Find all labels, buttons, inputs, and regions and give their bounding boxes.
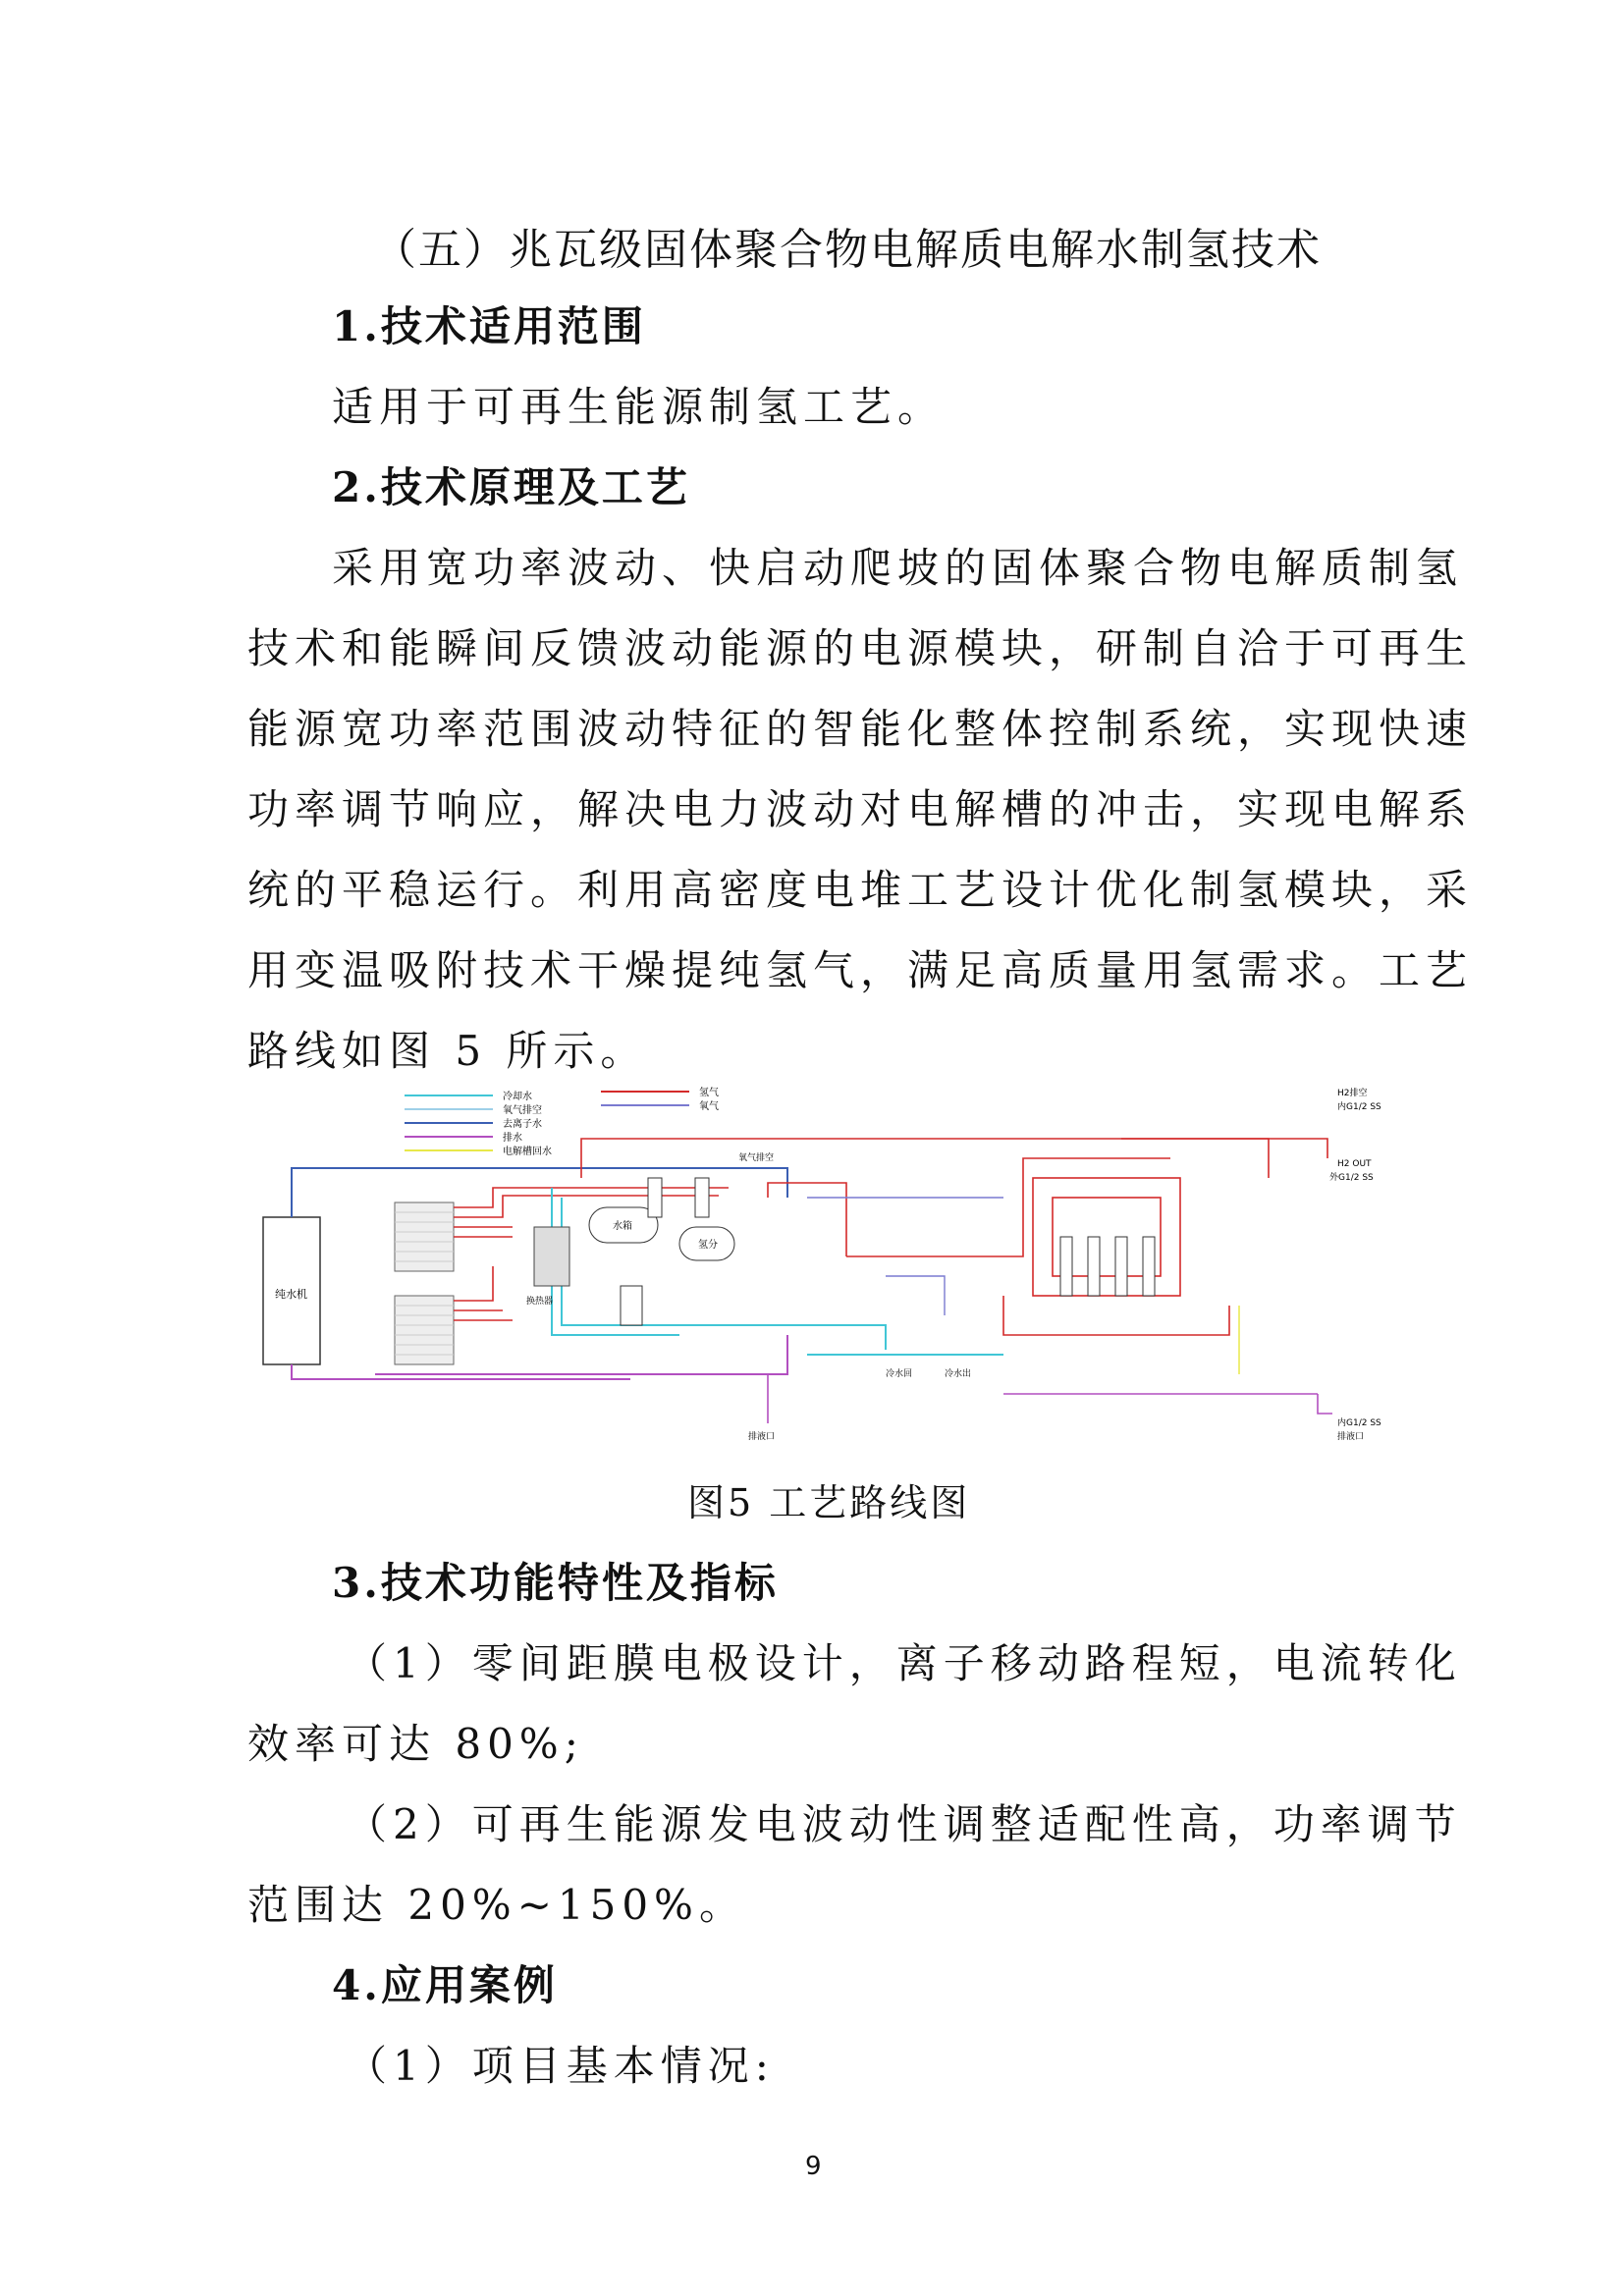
water-tank-label: 水箱	[613, 1221, 632, 1232]
cold-water-return-label: 冷水回	[886, 1369, 913, 1379]
h2-vent-label: H2排空	[1337, 1089, 1368, 1098]
paragraph-line: 采用宽功率波动、快启动爬坡的固体聚合物电解质制氢	[332, 544, 1464, 592]
section-title: （五）兆瓦级固体聚合物电解质电解水制氢技术	[373, 225, 1322, 275]
legend-label: 氧气排空	[503, 1105, 542, 1116]
paragraph-line: 统的平稳运行。利用高密度电堆工艺设计优化制氢模块，采	[247, 866, 1474, 914]
paragraph-line: （1）零间距膜电极设计，离子移动路程短，电流转化	[346, 1639, 1462, 1687]
h2-out-spec: 外G1/2 SS	[1329, 1173, 1374, 1183]
heat-exchanger	[534, 1227, 569, 1286]
figure-caption: 图5 工艺路线图	[687, 1481, 971, 1524]
heading-cases: 4.应用案例	[332, 1961, 558, 2009]
electrolyser-stack-upper	[395, 1202, 454, 1271]
paragraph-line: 效率可达 80%;	[247, 1720, 584, 1768]
heading-principle: 2.技术原理及工艺	[332, 463, 690, 511]
paragraph-project-info: （1）项目基本情况:	[346, 2042, 775, 2090]
heading-features: 3.技术功能特性及指标	[332, 1559, 779, 1607]
figure-legend	[405, 1086, 719, 1157]
paragraph-line: 用变温吸附技术干燥提纯氢气，满足高质量用氢需求。工艺	[247, 946, 1474, 994]
drain-outlet-bottom: 排液口	[1337, 1432, 1365, 1442]
process-flow-diagram	[257, 1080, 1394, 1463]
paragraph-line: （2）可再生能源发电波动性调整适配性高，功率调节	[346, 1800, 1462, 1848]
legend-label: 电解槽回水	[503, 1147, 552, 1157]
paragraph-line: 能源宽功率范围波动特征的智能化整体控制系统，实现快速	[247, 705, 1474, 753]
hydrogen-separator	[679, 1227, 734, 1260]
legend-label: 冷却水	[503, 1092, 532, 1102]
heat-exchanger-label: 换热器	[526, 1297, 554, 1307]
legend-label: 氢气	[699, 1088, 719, 1098]
electrolyser-stack-lower	[395, 1296, 454, 1364]
separator-label: 氢分	[698, 1240, 718, 1251]
legend-label: 去离子水	[503, 1119, 542, 1130]
paragraph-line: 技术和能瞬间反馈波动能源的电源模块，研制自洽于可再生	[247, 624, 1474, 672]
heading-scope: 1.技术适用范围	[332, 302, 646, 350]
paragraph-line: 功率调节响应，解决电力波动对电解槽的冲击，实现电解系	[247, 785, 1474, 833]
adsorption-towers	[1060, 1237, 1155, 1296]
cold-water-out-label: 冷水出	[945, 1369, 972, 1379]
drain-spec: 内G1/2 SS	[1337, 1418, 1381, 1428]
paragraph-line: 路线如图 5 所示。	[247, 1027, 648, 1075]
paragraph-line: 范围达 20%~150%。	[247, 1881, 746, 1929]
legend-label: 排水	[503, 1133, 522, 1144]
drain-outlet-center: 排液口	[748, 1432, 776, 1442]
oxygen-vent-label: 氧气排空	[738, 1153, 775, 1163]
paragraph-scope: 适用于可再生能源制氢工艺。	[332, 383, 946, 431]
legend-label: 氧气	[699, 1101, 719, 1112]
h2-vent-spec: 内G1/2 SS	[1337, 1102, 1381, 1112]
h2-out-label: H2 OUT	[1337, 1159, 1372, 1169]
pure-water-label: 纯水机	[275, 1288, 307, 1301]
page-number: 9	[805, 2152, 822, 2181]
